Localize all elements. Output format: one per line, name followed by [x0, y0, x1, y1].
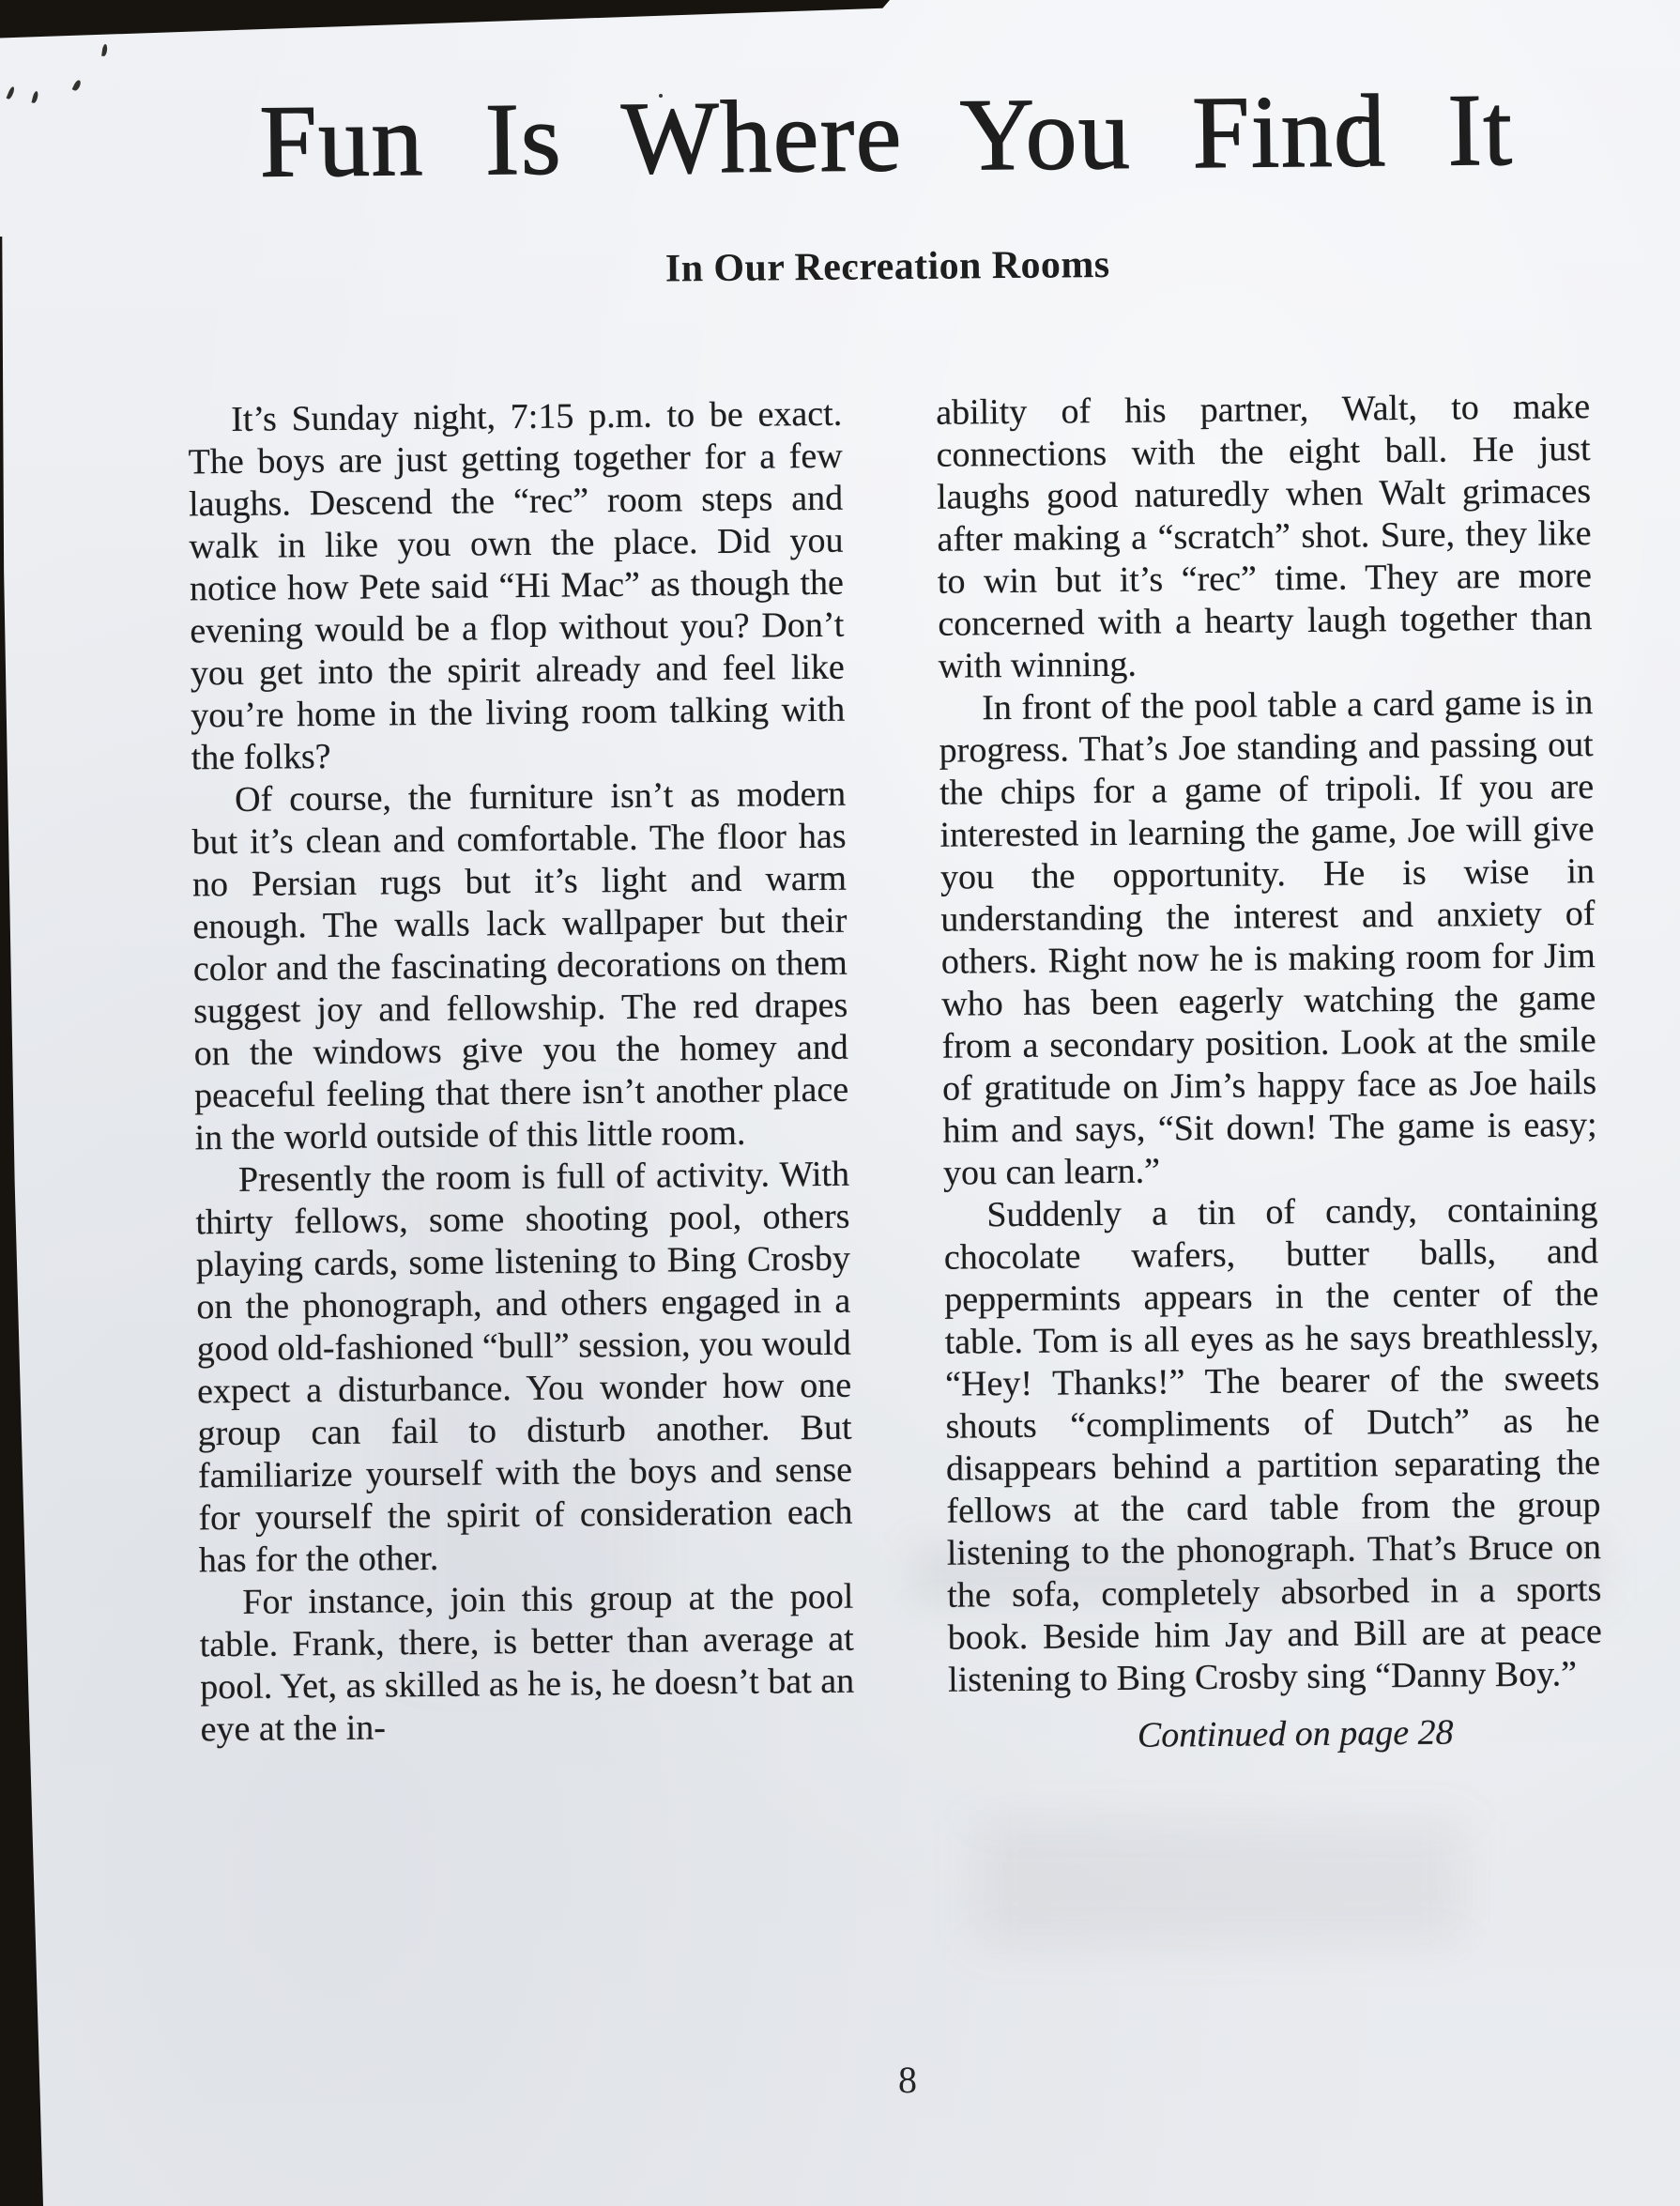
continued-note: Continued on page 28 [1137, 1712, 1454, 1755]
paragraph: Suddenly a tin of candy, containing chocolate wafers, butter balls, and peppermints appears in the center of the table. Tom is all eyes as he says breathlessly, “Hey! Thanks!” The bearer of the sweets shouts “compliments of Dutch” as he disappears behind a partition separating the fellows at the card table from the group listening to the phonograph. That’s Bruce on the sofa, completely absorbed in a sports book. Beside him Jay and Bill are at peace listening to Bing Crosby sing “Danny Boy.” [943, 1189, 1602, 1700]
left-column [188, 393, 855, 1767]
paragraph: ability of his partner, Walt, to make connections with the eight ball. He just laughs good naturedly when Walt grimaces after making a “scratch” shot. Sure, they like to win but it’s “rec” time. They are more concerned with a hearty laugh together than with winning. [936, 387, 1593, 686]
paragraph: For instance, join this group at the pool table. Frank, there, is better than average at pool. Yet, as skilled as he is, he doesn’t bat an eye at the in- [199, 1576, 855, 1750]
paragraph: In front of the pool table a card game is in progress. That’s Joe standing and passing out the chips for a game of tripoli. If you are interested in learning the game, Joe will give you the opportunity. He is wise in understanding the interest and anxiety of others. Right now he is making room for Jim who has been eagerly watching the game from a secondary position. Look at the smile of gratitude on Jim’s happy face as Joe hails him and says, “Sit down! The game is easy; you can learn.” [939, 682, 1597, 1193]
article-columns [188, 386, 1603, 1766]
paragraph: It’s Sunday night, 7:15 p.m. to be exact. The boys are just getting together for a few laughs. Descend the “rec” room steps and walk in like you own the place. Did you notice how Pete said “Hi Mac” as though the evening would be a flop without you? Don’t you get into the spirit already and feel like you’re home in the living room talking with the folks? [188, 393, 846, 778]
scan-smudge [976, 1821, 1464, 1943]
article-title: Fun Is Where You Find It [258, 71, 1514, 199]
right-column [936, 386, 1603, 1759]
article-subtitle: In Our Recreation Rooms [664, 243, 1110, 291]
page-number: 8 [898, 2059, 917, 2101]
paragraph: Presently the room is full of activity. With thirty fellows, some shooting pool, others playing cards, some listening to Bing Crosby on the phonograph, and others engaged in a good old-fashioned “bull” session, you would expect a disturbance. You wonder how one group can fail to disturb another. But familiarize yourself with the boys and sense for yourself the spirit of consideration each has for the other. [195, 1154, 853, 1581]
paragraph: Of course, the furniture isn’t as modern but it’s clean and comfortable. The floor has no Persian rugs but it’s light and warm enough. The walls lack wallpaper but their color and the fascinating decorations on them suggest joy and fellowship. The red drapes on the windows give you the homey and peaceful feeling that there isn’t another place in the world outside of this little room. [191, 774, 849, 1158]
